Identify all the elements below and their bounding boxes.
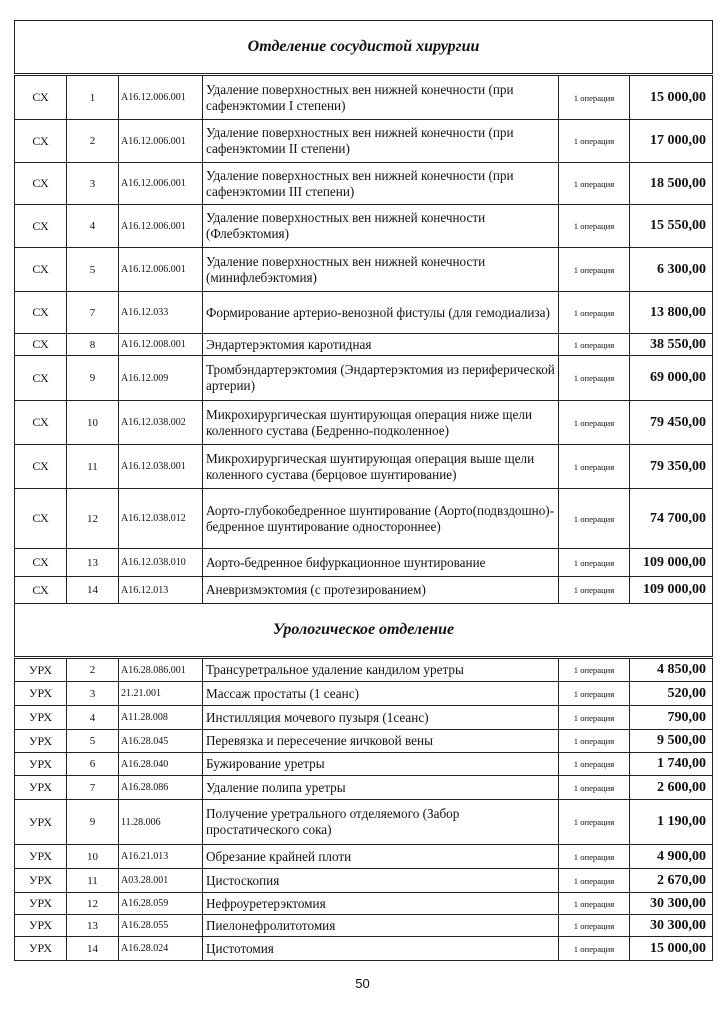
row-number-cell: 10 [67, 845, 119, 869]
row-number-cell: 4 [67, 706, 119, 730]
department-cell: СХ [15, 577, 67, 604]
row-number-cell: 2 [67, 658, 119, 682]
price-list-sheet [14, 20, 712, 961]
table-row [15, 753, 713, 776]
table-row [15, 163, 713, 205]
price-cell: 109 000,00 [630, 577, 713, 604]
price-cell: 2 670,00 [630, 869, 713, 893]
price-cell: 17 000,00 [630, 120, 713, 163]
row-number-cell: 5 [67, 248, 119, 292]
department-cell: СХ [15, 549, 67, 577]
service-code-cell: А16.28.024 [119, 937, 203, 961]
table-row [15, 800, 713, 845]
row-number-cell: 7 [67, 776, 119, 800]
price-cell: 2 600,00 [630, 776, 713, 800]
price-cell: 15 000,00 [630, 75, 713, 120]
row-number-cell: 9 [67, 800, 119, 845]
table-row [15, 489, 713, 549]
section-title: Отделение сосудистой хирургии [15, 21, 713, 75]
row-number-cell: 14 [67, 577, 119, 604]
service-code-cell: А11.28.008 [119, 706, 203, 730]
row-number-cell: 11 [67, 445, 119, 489]
service-name-cell: Микрохирургическая шунтирующая операция выше щели коленного сустава (берцовое шунтирование) [203, 445, 559, 489]
department-cell: СХ [15, 205, 67, 248]
page-number: 50 [355, 976, 370, 991]
service-name-cell: Пиелонефролитотомия [203, 915, 559, 937]
department-cell: УРХ [15, 706, 67, 730]
unit-cell: 1 операция [559, 869, 630, 893]
price-cell: 30 300,00 [630, 915, 713, 937]
service-code-cell: А16.12.006.001 [119, 75, 203, 120]
service-name-cell: Перевязка и пересечение яичковой вены [203, 730, 559, 753]
department-cell: СХ [15, 489, 67, 549]
service-code-cell: А16.12.038.001 [119, 445, 203, 489]
row-number-cell: 7 [67, 292, 119, 334]
department-cell: УРХ [15, 730, 67, 753]
row-number-cell: 13 [67, 915, 119, 937]
unit-cell: 1 операция [559, 292, 630, 334]
table-row [15, 205, 713, 248]
service-code-cell: А16.12.033 [119, 292, 203, 334]
row-number-cell: 3 [67, 682, 119, 706]
service-code-cell: А16.12.008.001 [119, 334, 203, 356]
department-cell: УРХ [15, 869, 67, 893]
unit-cell: 1 операция [559, 163, 630, 205]
price-cell: 520,00 [630, 682, 713, 706]
service-code-cell: А16.12.038.012 [119, 489, 203, 549]
section-header [15, 604, 713, 658]
service-name-cell: Удаление поверхностных вен нижней конечности (при сафенэктомии III степени) [203, 163, 559, 205]
department-cell: СХ [15, 248, 67, 292]
service-code-cell: А16.12.038.010 [119, 549, 203, 577]
service-name-cell: Нефроуретерэктомия [203, 893, 559, 915]
department-cell: УРХ [15, 915, 67, 937]
unit-cell: 1 операция [559, 577, 630, 604]
price-cell: 4 900,00 [630, 845, 713, 869]
service-name-cell: Удаление поверхностных вен нижней конечности (при сафенэктомии II степени) [203, 120, 559, 163]
row-number-cell: 11 [67, 869, 119, 893]
table-row [15, 248, 713, 292]
row-number-cell: 3 [67, 163, 119, 205]
unit-cell: 1 операция [559, 682, 630, 706]
department-cell: СХ [15, 75, 67, 120]
unit-cell: 1 операция [559, 776, 630, 800]
service-name-cell: Получение уретрального отделяемого (Забор простатического сока) [203, 800, 559, 845]
table-row [15, 937, 713, 961]
department-cell: УРХ [15, 658, 67, 682]
unit-cell: 1 операция [559, 730, 630, 753]
service-code-cell: А16.12.006.001 [119, 248, 203, 292]
department-cell: УРХ [15, 845, 67, 869]
service-name-cell: Аневризмэктомия (с протезированием) [203, 577, 559, 604]
unit-cell: 1 операция [559, 205, 630, 248]
department-cell: СХ [15, 401, 67, 445]
service-name-cell: Эндартерэктомия каротидная [203, 334, 559, 356]
price-cell: 13 800,00 [630, 292, 713, 334]
department-cell: СХ [15, 120, 67, 163]
section-header [15, 21, 713, 75]
price-cell: 9 500,00 [630, 730, 713, 753]
unit-cell: 1 операция [559, 334, 630, 356]
unit-cell: 1 операция [559, 120, 630, 163]
unit-cell: 1 операция [559, 489, 630, 549]
price-cell: 1 740,00 [630, 753, 713, 776]
price-cell: 69 000,00 [630, 356, 713, 401]
row-number-cell: 4 [67, 205, 119, 248]
service-code-cell: А03.28.001 [119, 869, 203, 893]
table-row [15, 334, 713, 356]
unit-cell: 1 операция [559, 893, 630, 915]
table-row [15, 706, 713, 730]
service-code-cell: 21.21.001 [119, 682, 203, 706]
row-number-cell: 10 [67, 401, 119, 445]
service-code-cell: А16.28.045 [119, 730, 203, 753]
service-name-cell: Удаление поверхностных вен нижней конечности (при сафенэктомии I степени) [203, 75, 559, 120]
service-code-cell: А16.12.009 [119, 356, 203, 401]
unit-cell: 1 операция [559, 75, 630, 120]
table-row [15, 682, 713, 706]
department-cell: СХ [15, 445, 67, 489]
service-code-cell: А16.21.013 [119, 845, 203, 869]
unit-cell: 1 операция [559, 356, 630, 401]
department-cell: СХ [15, 292, 67, 334]
price-cell: 38 550,00 [630, 334, 713, 356]
service-code-cell: А16.28.040 [119, 753, 203, 776]
row-number-cell: 12 [67, 893, 119, 915]
unit-cell: 1 операция [559, 445, 630, 489]
service-code-cell: А16.12.038.002 [119, 401, 203, 445]
price-cell: 4 850,00 [630, 658, 713, 682]
row-number-cell: 9 [67, 356, 119, 401]
price-cell: 15 000,00 [630, 937, 713, 961]
unit-cell: 1 операция [559, 937, 630, 961]
table-row [15, 658, 713, 682]
service-code-cell: А16.12.006.001 [119, 205, 203, 248]
row-number-cell: 1 [67, 75, 119, 120]
service-name-cell: Аорто-бедренное бифуркационное шунтирование [203, 549, 559, 577]
service-name-cell: Микрохирургическая шунтирующая операция ниже щели коленного сустава (Бедренно-подколенное) [203, 401, 559, 445]
table-row [15, 730, 713, 753]
row-number-cell: 12 [67, 489, 119, 549]
price-cell: 79 450,00 [630, 401, 713, 445]
table-row [15, 445, 713, 489]
row-number-cell: 8 [67, 334, 119, 356]
table-row [15, 292, 713, 334]
department-cell: УРХ [15, 893, 67, 915]
service-code-cell: 11.28.006 [119, 800, 203, 845]
unit-cell: 1 операция [559, 248, 630, 292]
price-cell: 15 550,00 [630, 205, 713, 248]
table-row [15, 845, 713, 869]
price-cell: 1 190,00 [630, 800, 713, 845]
price-cell: 109 000,00 [630, 549, 713, 577]
service-name-cell: Обрезание крайней плоти [203, 845, 559, 869]
row-number-cell: 2 [67, 120, 119, 163]
service-code-cell: А16.12.006.001 [119, 120, 203, 163]
department-cell: УРХ [15, 776, 67, 800]
unit-cell: 1 операция [559, 915, 630, 937]
row-number-cell: 13 [67, 549, 119, 577]
unit-cell: 1 операция [559, 706, 630, 730]
service-name-cell: Тромбэндартерэктомия (Эндартерэктомия из периферической артерии) [203, 356, 559, 401]
department-cell: УРХ [15, 753, 67, 776]
unit-cell: 1 операция [559, 753, 630, 776]
price-table [14, 20, 713, 961]
table-row [15, 893, 713, 915]
table-row [15, 75, 713, 120]
service-name-cell: Удаление поверхностных вен нижней конечности (Флебэктомия) [203, 205, 559, 248]
unit-cell: 1 операция [559, 401, 630, 445]
table-row [15, 549, 713, 577]
table-row [15, 577, 713, 604]
price-cell: 790,00 [630, 706, 713, 730]
row-number-cell: 14 [67, 937, 119, 961]
table-row [15, 120, 713, 163]
service-name-cell: Цистоскопия [203, 869, 559, 893]
service-code-cell: А16.28.059 [119, 893, 203, 915]
service-code-cell: А16.28.055 [119, 915, 203, 937]
table-row [15, 869, 713, 893]
row-number-cell: 5 [67, 730, 119, 753]
unit-cell: 1 операция [559, 845, 630, 869]
table-row [15, 776, 713, 800]
service-name-cell: Бужирование уретры [203, 753, 559, 776]
service-code-cell: А16.28.086.001 [119, 658, 203, 682]
price-table-body [15, 21, 713, 961]
price-cell: 74 700,00 [630, 489, 713, 549]
price-cell: 79 350,00 [630, 445, 713, 489]
service-name-cell: Удаление поверхностных вен нижней конечности (минифлебэктомия) [203, 248, 559, 292]
service-name-cell: Формирование артерио-венозной фистулы (для гемодиализа) [203, 292, 559, 334]
service-name-cell: Массаж простаты (1 сеанс) [203, 682, 559, 706]
department-cell: УРХ [15, 800, 67, 845]
unit-cell: 1 операция [559, 549, 630, 577]
service-name-cell: Удаление полипа уретры [203, 776, 559, 800]
price-cell: 30 300,00 [630, 893, 713, 915]
department-cell: СХ [15, 356, 67, 401]
service-name-cell: Инстилляция мочевого пузыря (1сеанс) [203, 706, 559, 730]
service-code-cell: А16.28.086 [119, 776, 203, 800]
department-cell: СХ [15, 334, 67, 356]
row-number-cell: 6 [67, 753, 119, 776]
table-row [15, 356, 713, 401]
section-title: Урологическое отделение [15, 604, 713, 658]
department-cell: УРХ [15, 682, 67, 706]
unit-cell: 1 операция [559, 800, 630, 845]
table-row [15, 915, 713, 937]
department-cell: УРХ [15, 937, 67, 961]
service-name-cell: Цистотомия [203, 937, 559, 961]
service-code-cell: А16.12.013 [119, 577, 203, 604]
department-cell: СХ [15, 163, 67, 205]
service-name-cell: Трансуретральное удаление кандилом уретры [203, 658, 559, 682]
table-row [15, 401, 713, 445]
price-cell: 18 500,00 [630, 163, 713, 205]
service-code-cell: А16.12.006.001 [119, 163, 203, 205]
service-name-cell: Аорто-глубокобедренное шунтирование (Аорто(подвздошно)-бедренное шунтирование одностороннее) [203, 489, 559, 549]
price-cell: 6 300,00 [630, 248, 713, 292]
unit-cell: 1 операция [559, 658, 630, 682]
